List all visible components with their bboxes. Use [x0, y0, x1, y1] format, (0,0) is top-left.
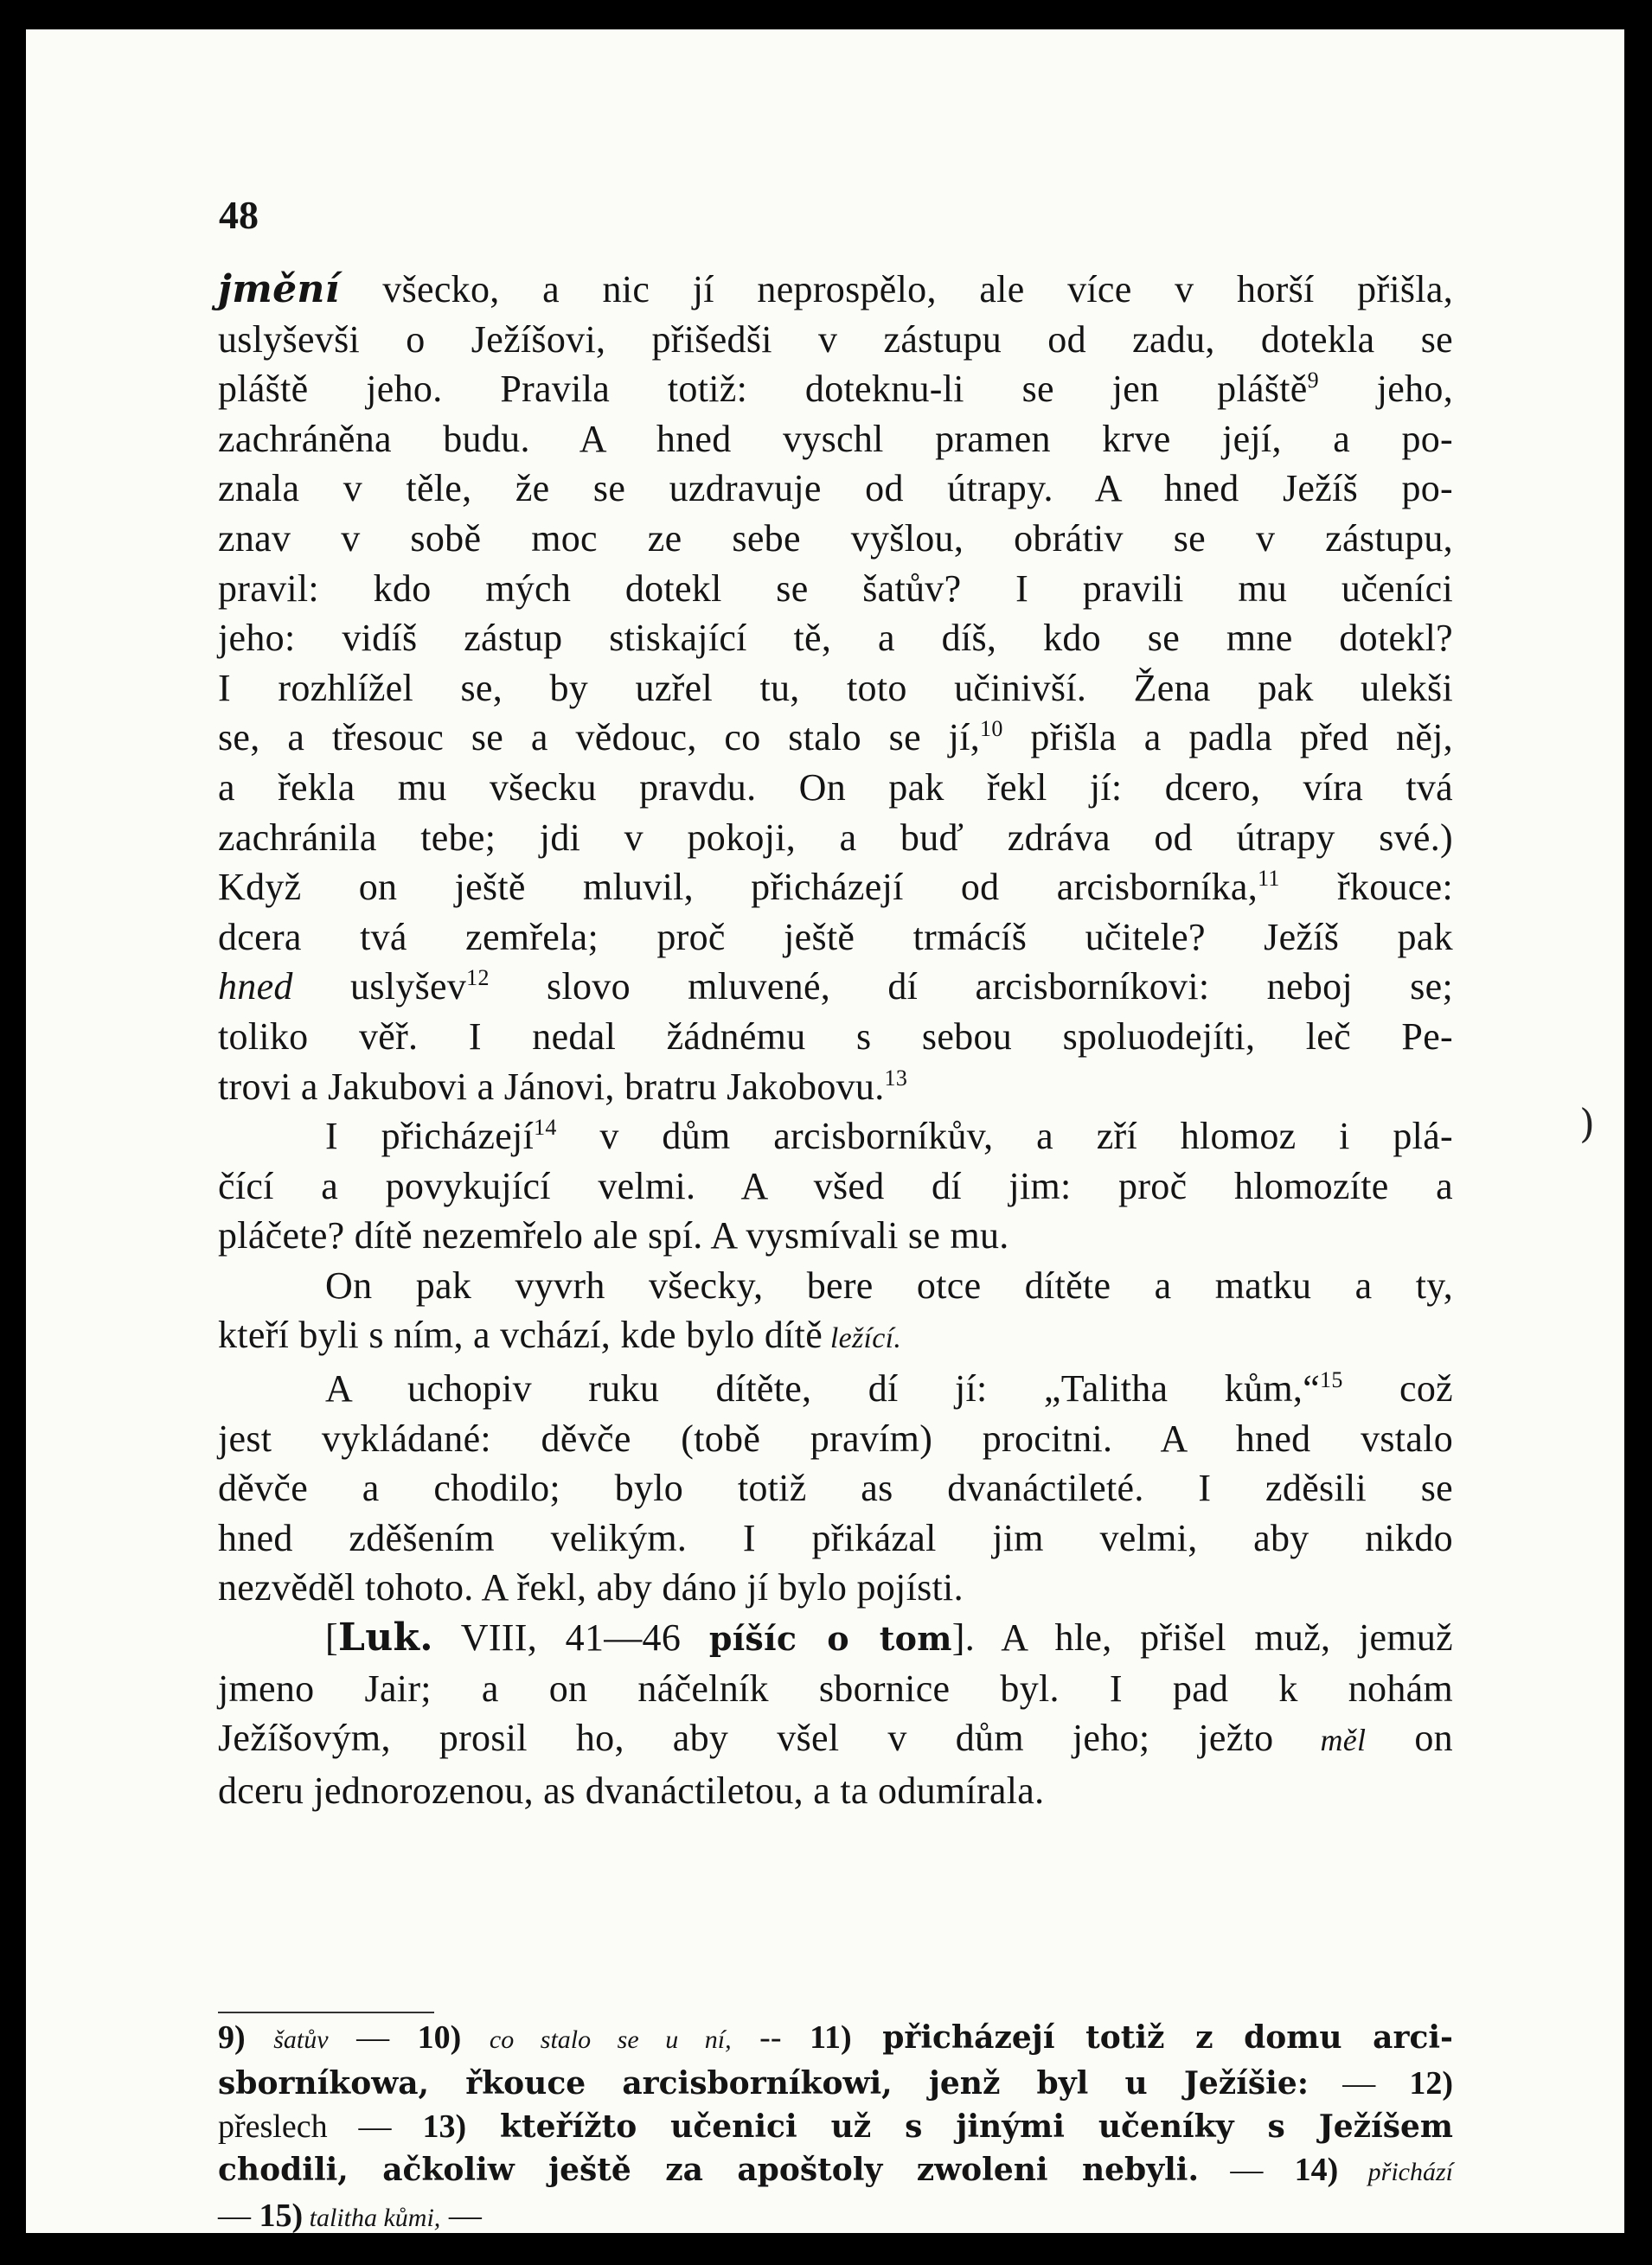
footnote-line: sborníkowa, řkouce arcisborníkowi, jenž byl u Ježíšie: — 12): [218, 2065, 1454, 2102]
text-line: I rozhlížel se, by uzřel tu, toto učinivší. Žena pak ulekši: [218, 666, 1453, 709]
text-line: [Luk. VIII, 41—46 píšíc o tom]. A hle, přišel muž, jemuž: [325, 1616, 1454, 1660]
text-line: toliko věř. I nedal žádnému s sebou spoluodejíti, leč Pe-: [218, 1014, 1453, 1058]
footnote-line: přeslech — 13) kteřížto učenici už s jinými učeníky s Ježíšem: [218, 2108, 1454, 2145]
text-line: trovi a Jakubovi a Jánovi, bratru Jakobovu.$^{13}$: [218, 1065, 908, 1108]
text-line: zachránila tebe; jdi v pokoji, a buď zdráva od útrapy své.): [218, 816, 1453, 859]
text-line: děvče a chodilo; bylo totiž as dvanáctileté. I zděsili se: [218, 1467, 1453, 1510]
text-line: nezvěděl tohoto. A řekl, aby dáno jí bylo pojísti.: [218, 1566, 964, 1609]
text-line: dcera tvá zemřela; proč ještě trmácíš učitele? Ježíš pak: [218, 915, 1453, 958]
footnote-ref: 12: [466, 965, 490, 991]
text-line: On pak vyvrh všecky, bere otce dítěte a matku a ty,: [325, 1264, 1453, 1307]
page-number: 48: [219, 193, 259, 237]
text-line: uslyševši o Ježíšovi, přišedši v zástupu od zadu, dotekla se: [218, 317, 1453, 361]
footnote-ref: 13: [884, 1065, 908, 1091]
footnote-line: — 15) talitha kůmi, —: [218, 2198, 482, 2233]
text-line: Ježíšovým, prosil ho, aby všel v dům jeho; ježto měl on: [218, 1717, 1453, 1760]
text-line: Když on ještě mluvil, přicházejí od arcisborníka,$^{11}$ řkouce:: [218, 866, 1453, 909]
text-line: a řekla mu všecku pravdu. On pak řekl jí: dcero, víra tvá: [218, 765, 1453, 809]
text-line: znala v těle, že se uzdravuje od útrapy. A hned Ježíš po-: [218, 467, 1453, 510]
footnote-ref: 15: [1320, 1367, 1343, 1393]
footnote-ref: 10: [980, 716, 1003, 742]
text-line: jest vykládané: děvče (tobě pravím) procitni. A hned vstalo: [218, 1417, 1453, 1460]
text-line: pláčete? dítě nezemřelo ale spí. A vysmívali se mu.: [218, 1214, 1009, 1257]
text-line: znav v sobě moc ze sebe vyšlou, obrátiv se v zástupu,: [218, 516, 1453, 560]
text-line: pláště jeho. Pravila totiž: doteknu-li se jen pláště$^9$ jeho,: [218, 368, 1453, 411]
text-line: I přicházejí$^{14}$ v dům arcisborníkův, a zří hlomoz i plá-: [325, 1115, 1453, 1158]
footnote-ref: 9: [1307, 368, 1319, 393]
text-line: pravil: kdo mých dotekl se šatův? I pravili mu učeníci: [218, 566, 1453, 610]
text-line: A uchopiv ruku dítěte, dí jí: „Talitha kům,“$^{15}$ což: [325, 1367, 1454, 1411]
text-line: hned uslyšev$^{12}$ slovo mluvené, dí arcisborníkovi: neboj se;: [218, 965, 1454, 1008]
footnote-ref: 14: [534, 1115, 557, 1141]
scanned-page: [26, 29, 1624, 2233]
footnote-ref: 11: [1258, 866, 1280, 892]
footnotes: [218, 2016, 1453, 2233]
text-line: čící a povykující velmi. A všed dí jim: proč hlomozíte a: [218, 1164, 1453, 1207]
margin-mark: ): [1579, 1100, 1595, 1147]
text-line: kteří byli s ním, a vchází, kde bylo dítě ležící.: [218, 1314, 902, 1357]
footnote-line: 9) šatův — 10) co stalo se u ní, -- 11) přicházejí totiž z domu arci-: [218, 2019, 1453, 2056]
text-line: jmeno Jair; a on náčelník sbornice byl. I pad k nohám: [218, 1667, 1453, 1710]
text-line: hned zděšením velikým. I přikázal jim velmi, aby nikdo: [218, 1516, 1453, 1559]
footnote-divider: [218, 2012, 434, 2013]
text-line: jeho: vidíš zástup stiskající tě, a díš, kdo se mne dotekl?: [218, 617, 1453, 660]
text-line: jmění všecko, a nic jí neprospělo, ale více v horší přišla,: [218, 267, 1453, 311]
text-line: zachráněna budu. A hned vyschl pramen krve její, a po-: [218, 417, 1453, 460]
text-line: se, a třesouc se a vědouc, co stalo se jí,$^{10}$ přišla a padla před něj,: [218, 716, 1453, 759]
text-line: dceru jednorozenou, as dvanáctiletou, a ta odumírala.: [218, 1769, 1045, 1812]
footnote-line: chodili, ačkoliw ještě za apoštoly zwoleni nebyli. — 14) přichází: [218, 2152, 1453, 2188]
body-text: [218, 265, 1453, 1815]
